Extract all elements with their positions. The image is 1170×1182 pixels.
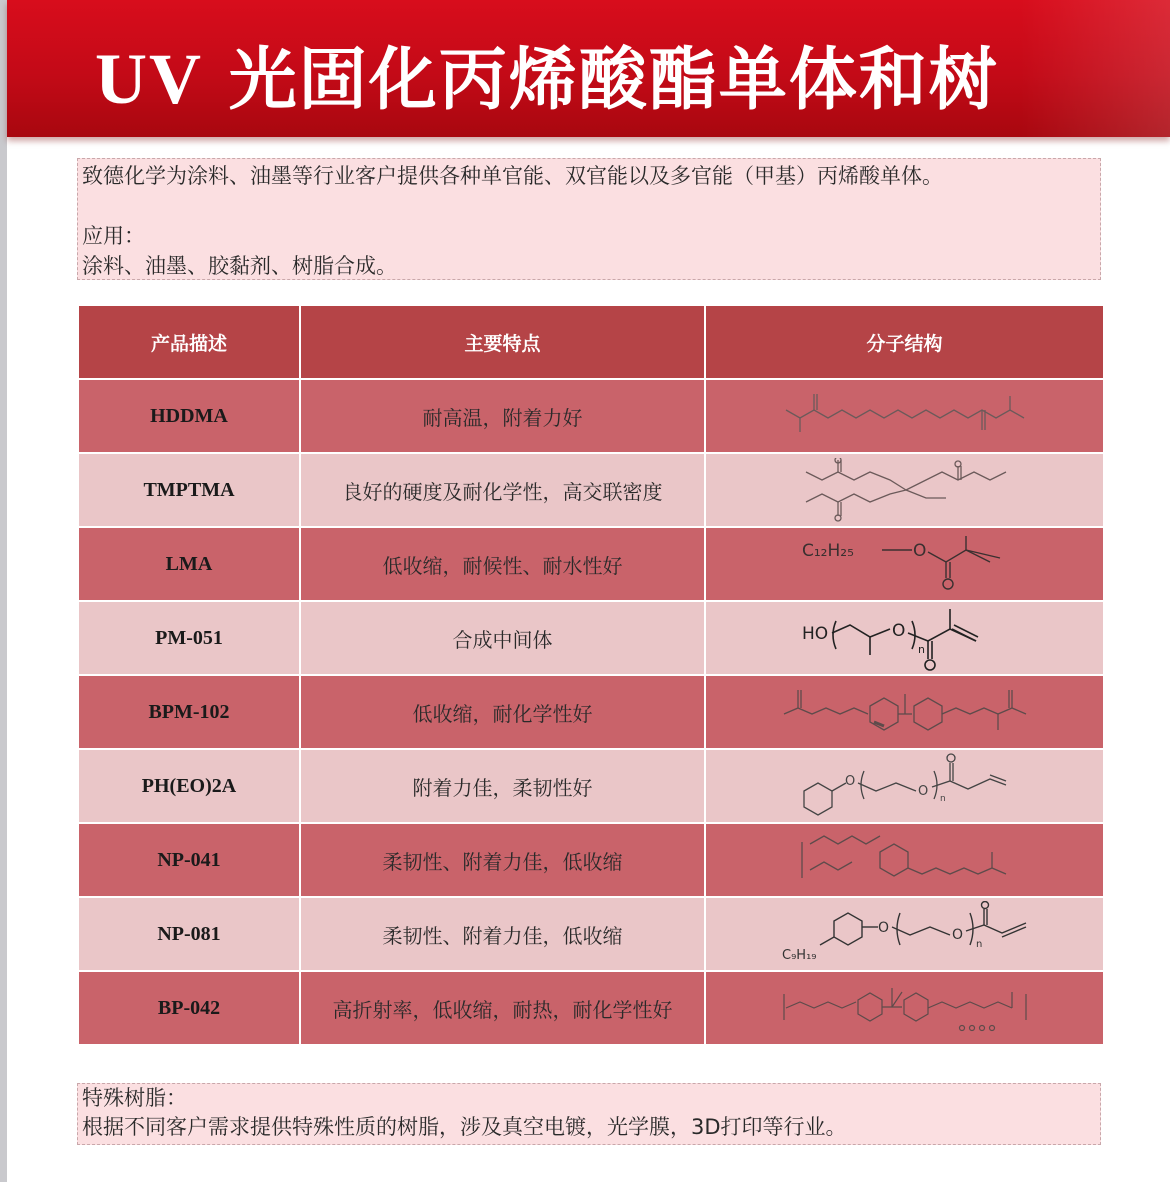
tmptma-structure-icon <box>800 458 1010 522</box>
intro-box <box>77 158 1101 280</box>
lma-oxygen-label: O <box>912 541 926 561</box>
page-title-cn: 光固化丙烯酸酯单体和树 <box>228 41 999 120</box>
bp042-structure-icon <box>780 980 1030 1036</box>
table-row <box>78 601 1104 675</box>
column-header-product: 产品描述 <box>78 305 300 379</box>
application-label: 应用： <box>82 224 145 248</box>
pheo2a-structure-icon <box>800 753 1010 819</box>
product-feature: 柔韧性、附着力佳，低收缩 <box>300 897 705 971</box>
special-resin-text: 根据不同客户需求提供特殊性质的树脂，涉及真空电镀，光学膜，3D打印等行业。 <box>82 1115 847 1139</box>
np041-structure-icon <box>800 830 1010 890</box>
bpm102-structure-icon <box>780 684 1030 740</box>
np081-n-label: n <box>975 939 982 950</box>
column-header-structure: 分子结构 <box>705 305 1104 379</box>
molecular-structure-cell <box>705 601 1104 675</box>
product-feature: 柔韧性、附着力佳，低收缩 <box>300 823 705 897</box>
np081-oxygen-label-2: O <box>951 927 963 943</box>
molecular-structure-cell <box>705 823 1104 897</box>
molecular-structure-cell <box>705 749 1104 823</box>
molecular-structure-cell <box>705 453 1104 527</box>
product-name: BPM-102 <box>78 675 300 749</box>
pm-ho-label: HO <box>801 624 828 644</box>
product-name: LMA <box>78 527 300 601</box>
table-row <box>78 897 1104 971</box>
banner-shade <box>1020 0 1170 137</box>
product-name: PH(EO)2A <box>78 749 300 823</box>
left-edge-strip <box>0 0 7 1182</box>
pm051-structure-icon <box>800 605 1010 671</box>
product-feature: 耐高温，附着力好 <box>300 379 705 453</box>
pm-oxygen-label: O <box>891 621 905 641</box>
product-feature: 低收缩，耐候性、耐水性好 <box>300 527 705 601</box>
table-row <box>78 749 1104 823</box>
np081-chain-label: C₉H₁₉ <box>781 948 816 963</box>
molecular-structure-cell <box>705 675 1104 749</box>
pheo-oxygen-label-1: O <box>844 774 855 789</box>
product-name: TMPTMA <box>78 453 300 527</box>
product-name: NP-081 <box>78 897 300 971</box>
product-name: BP-042 <box>78 971 300 1045</box>
product-feature: 附着力佳，柔韧性好 <box>300 749 705 823</box>
table-row <box>78 675 1104 749</box>
product-feature: 低收缩，耐化学性好 <box>300 675 705 749</box>
title-banner <box>7 0 1170 137</box>
hddma-structure-icon <box>780 388 1030 444</box>
molecular-structure-cell <box>705 527 1104 601</box>
product-table <box>77 304 1105 1046</box>
column-header-feature: 主要特点 <box>300 305 705 379</box>
special-resin-label: 特殊树脂： <box>82 1086 187 1110</box>
table-row <box>78 527 1104 601</box>
special-resin-box <box>77 1083 1101 1145</box>
table-row <box>78 971 1104 1045</box>
intro-text: 致德化学为涂料、油墨等行业客户提供各种单官能、双官能以及多官能（甲基）丙烯酸单体。 <box>82 164 943 188</box>
table-row <box>78 823 1104 897</box>
product-feature: 高折射率，低收缩，耐热，耐化学性好 <box>300 971 705 1045</box>
lma-chain-label: C₁₂H₂₅ <box>801 541 854 561</box>
application-text: 涂料、油墨、胶黏剂、树脂合成。 <box>82 254 397 278</box>
pm-n-label: n <box>917 643 925 656</box>
np081-structure-icon <box>780 901 1030 967</box>
lma-structure-icon <box>800 534 1010 594</box>
np081-oxygen-label-1: O <box>877 920 889 936</box>
product-name: NP-041 <box>78 823 300 897</box>
product-feature: 良好的硬度及耐化学性，高交联密度 <box>300 453 705 527</box>
product-feature: 合成中间体 <box>300 601 705 675</box>
page-title <box>95 26 999 123</box>
molecular-structure-cell <box>705 897 1104 971</box>
table-header-row <box>78 305 1104 379</box>
product-name: HDDMA <box>78 379 300 453</box>
product-name: PM-051 <box>78 601 300 675</box>
page-title-latin: UV <box>95 39 203 119</box>
pheo-n-label: n <box>939 794 946 804</box>
table-row <box>78 453 1104 527</box>
molecular-structure-cell <box>705 971 1104 1045</box>
molecular-structure-cell <box>705 379 1104 453</box>
pheo-oxygen-label-2: O <box>917 784 928 799</box>
table-row <box>78 379 1104 453</box>
